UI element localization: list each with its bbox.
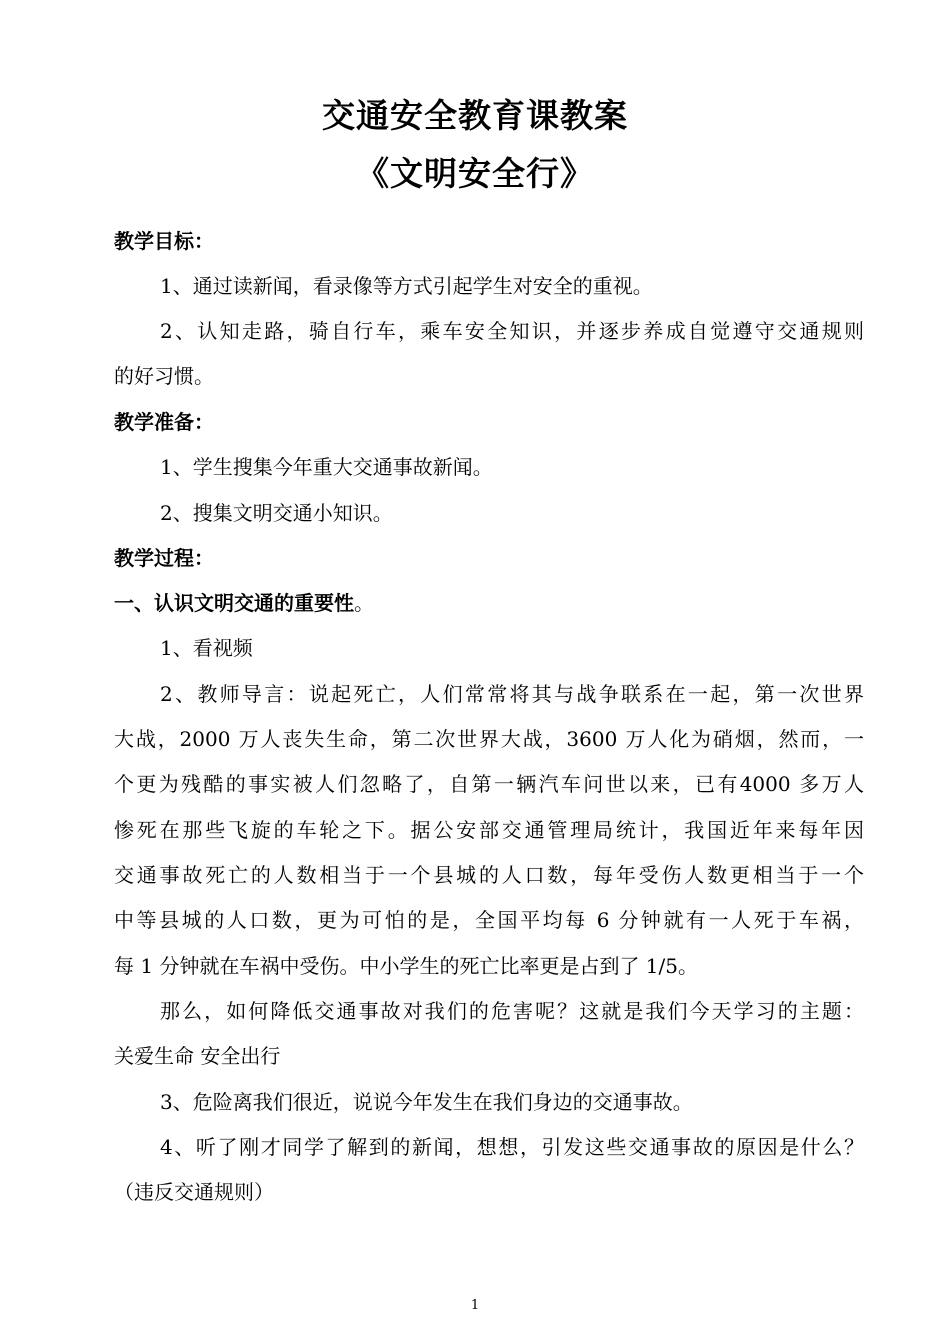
part-1-heading-text: 一、认识文明交通的重要性 xyxy=(114,591,354,615)
step-2-line-5: 交通事故死亡的人数相当于一个县城的人口数，每年受伤人数更相当于一个 xyxy=(114,863,864,887)
theme-line-1: 那么，如何降低交通事故对我们的危害呢？这就是我们今天学习的主题： xyxy=(160,999,864,1023)
step-2-line-7: 每 1 分钟就在车祸中受伤。中小学生的死亡比率更是占到了 1/5。 xyxy=(114,954,698,978)
goals-heading: 教学目标： xyxy=(114,229,214,253)
theme-line-2: 关爱生命 安全出行 xyxy=(114,1044,281,1068)
goal-item-2-line-1: 2、认知走路，骑自行车，乘车安全知识，并逐步养成自觉遵守交通规则 xyxy=(160,319,864,343)
part-1-heading-suffix: 。 xyxy=(354,591,374,615)
step-2-line-6: 中等县城的人口数，更为可怕的是，全国平均每 6 分钟就有一人死于车祸， xyxy=(114,908,864,932)
step-4-line-1: 4、听了刚才同学了解到的新闻，想想，引发这些交通事故的原因是什么？ xyxy=(160,1135,864,1159)
step-2-line-4: 惨死在那些飞旋的车轮之下。据公安部交通管理局统计，我国近年来每年因 xyxy=(114,818,864,842)
step-3: 3、危险离我们很近，说说今年发生在我们身边的交通事故。 xyxy=(160,1090,693,1114)
document-title: 交通安全教育课教案 xyxy=(322,96,628,135)
part-1-heading xyxy=(114,588,864,618)
step-1: 1、看视频 xyxy=(160,636,253,660)
preparation-item-2: 2、搜集文明交通小知识。 xyxy=(160,501,393,525)
goal-item-2-line-2: 的好习惯。 xyxy=(114,364,214,388)
step-2-line-2: 大战，2000 万人丧失生命，第二次世界大战，3600 万人化为硝烟，然而，一 xyxy=(114,727,864,751)
process-heading: 教学过程： xyxy=(114,546,214,570)
step-2-line-3: 个更为残酷的事实被人们忽略了，自第一辆汽车问世以来，已有4000 多万人 xyxy=(114,772,864,796)
preparation-item-1: 1、学生搜集今年重大交通事故新闻。 xyxy=(160,455,493,479)
document-subtitle: 《文明安全行》 xyxy=(356,154,594,193)
step-2-line-1: 2、教师导言：说起死亡，人们常常将其与战争联系在一起，第一次世界 xyxy=(160,682,864,706)
preparation-heading: 教学准备： xyxy=(114,410,214,434)
goal-item-1: 1、通过读新闻，看录像等方式引起学生对安全的重视。 xyxy=(160,274,653,298)
step-4-line-2: （违反交通规则） xyxy=(114,1180,274,1204)
page-number: 1 xyxy=(470,1298,480,1313)
